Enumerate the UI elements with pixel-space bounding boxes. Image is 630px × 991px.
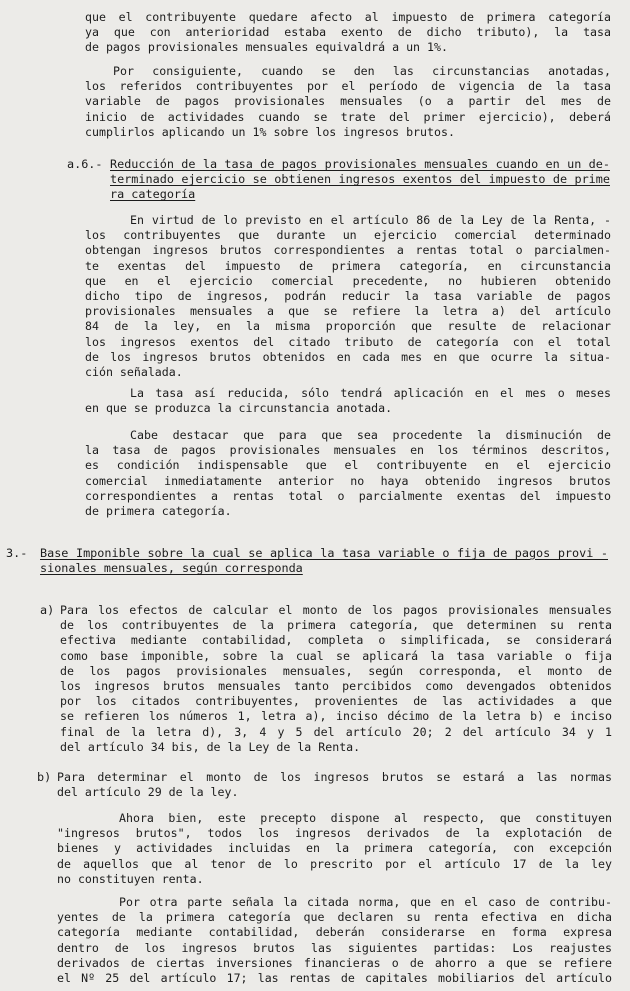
text-line: variable de pagos provisionales mensuales (o a partir del mes de [85, 94, 611, 109]
text-line: no constituyen renta. [57, 871, 204, 886]
text-line: derivados de ciertas inversiones financieras o de ahorro a que se refiere [57, 955, 612, 970]
paragraph-cabe-destacar [85, 428, 611, 519]
text-line: es condición indispensable que el contribuyente en el ejercicio [85, 458, 611, 473]
text-line: por los citados contribuyentes, provenientes de las actividades a que [60, 694, 612, 709]
title-line: ra categoría [110, 187, 196, 202]
text-line: se refieren los números 1, letra a), inciso décimo de la letra b) e inciso [60, 709, 612, 724]
paragraph-por-otra-parte [57, 895, 612, 986]
text-line: yentes de la primera categoría que declaren su renta efectiva en dicha [57, 910, 612, 925]
text-line: los referidos contribuyentes por el período de vigencia de la tasa [85, 79, 611, 94]
text-line: ya que con anterioridad estaba exento de dicho tributo), la tasa [85, 25, 611, 40]
text-line: bienes y actividades incluidas en la primera categoría, con excepción [57, 841, 612, 856]
text-line: correspondientes a rentas total o parcialmente exentas del impuesto [85, 488, 611, 503]
title-line: Base Imponible sobre la cual se aplica la tasa variable o fija de pagos provi - [40, 546, 608, 560]
text-line: de aquellos que al tenor de lo prescrito por el artículo 17 de la ley [57, 856, 612, 871]
text-line: de los contribuyentes de la primera categoría, que determinen su renta [60, 618, 612, 633]
text-line: que en el ejercicio comercial precedente, no hubieren obtenido [85, 273, 611, 288]
paragraph-ahora-bien [57, 811, 612, 887]
text-line: que el contribuyente quedare afecto al impuesto de primera categoría [85, 10, 611, 24]
paragraph-virtud [85, 213, 611, 380]
text-line: de primera categoría. [85, 504, 232, 519]
text-line: de los ingresos brutos obtenidos en cada mes en que ocurre la situa- [85, 349, 611, 364]
text-line: Por consiguiente, cuando se den las circunstancias anotadas, [113, 64, 611, 78]
section-title-a6 [110, 157, 610, 203]
text-line: La tasa así reducida, sólo tendrá aplicación en el mes o meses [130, 386, 611, 400]
text-line: inicio de actividades cuando se trate del primer ejercicio), deberá [85, 109, 611, 124]
text-line: En virtud de lo previsto en el artículo 86 de la Ley de la Renta, - [130, 213, 611, 227]
text-line: Para determinar el monto de los ingresos brutos se estará a las normas [57, 770, 612, 784]
text-line: obtengan ingresos brutos correspondientes a rentas total o parcialmen- [85, 243, 611, 258]
paragraph-tasa-reducida [85, 386, 611, 416]
text-line: Ahora bien, este precepto dispone al respecto, que constituyen [119, 811, 612, 825]
text-line: ción señalada. [85, 365, 183, 380]
text-line: el Nº 25 del artículo 17; las rentas de capitales mobiliarios del artículo [57, 971, 612, 986]
text-line: cumplirlos aplicando un 1% sobre los ingresos brutos. [85, 124, 455, 139]
text-line: de los pagos provisionales mensuales, según corresponda, el monto de [60, 663, 612, 678]
text-line: en que se produzca la circunstancia anotada. [85, 401, 393, 416]
title-line: sionales mensuales, según corresponda [40, 561, 303, 576]
text-line: "ingresos brutos", todos los ingresos derivados de la explotación de [57, 826, 612, 841]
paragraph-continuation [85, 10, 611, 56]
item-marker-a: a) [40, 603, 55, 617]
text-line: Por otra parte señala la citada norma, que en el caso de contribu- [119, 895, 612, 909]
text-line: final de la letra d), 3, 4 y 5 del artículo 20; 2 del artículo 34 y 1 [60, 724, 612, 739]
section-marker-3: 3.- [6, 546, 28, 560]
text-line: como base imponible, sobre la cual se aplicará la tasa variable o fija [60, 648, 612, 663]
text-line: 84 de la ley, en la misma proporción que resulte de relacionar [85, 319, 611, 334]
text-line: los ingresos exentos del citado tributo de categoría con el total [85, 334, 611, 349]
item-a-text [60, 603, 612, 755]
text-line: los contribuyentes que durante un ejercicio comercial determinado [85, 228, 611, 243]
text-line: la tasa de pagos provisionales mensuales en los términos descritos, [85, 443, 611, 458]
section-title-3 [40, 546, 608, 576]
text-line: Cabe destacar que para que sea procedente la disminución de [130, 428, 611, 442]
title-line: Reducción de la tasa de pagos provisionales mensuales cuando en un de- [110, 157, 610, 171]
text-line: te exentas del impuesto de primera categoría, en circunstancia [85, 258, 611, 273]
text-line: efectiva mediante contabilidad, completa o simplificada, se considerará [60, 633, 612, 648]
paragraph-consiguiente [85, 64, 611, 140]
text-line: del artículo 34 bis, de la Ley de la Renta. [60, 739, 361, 754]
text-line: Para los efectos de calcular el monto de los pagos provisionales mensuales [60, 603, 612, 617]
text-line: categoría mediante contabilidad, deberán considerarse en forma expresa [57, 925, 612, 940]
text-line: de pagos provisionales mensuales equivaldrá a un 1%. [85, 40, 448, 55]
item-marker-b: b) [37, 770, 52, 784]
text-line: comercial inmediatamente anterior no haya obtenido ingresos brutos [85, 473, 611, 488]
text-line: provisionales mensuales a que se refiere la letra a) del artículo [85, 304, 611, 319]
title-line: terminado ejercicio se obtienen ingresos exentos del impuesto de prime [110, 172, 610, 187]
text-line: dentro de los ingresos brutos las siguientes partidas: Los reajustes [57, 940, 612, 955]
text-line: los ingresos brutos mensuales tanto percibidos como devengados obtenidos [60, 679, 612, 694]
item-b-text [57, 770, 612, 800]
text-line: dicho tipo de ingresos, podrán reducir la tasa variable de pagos [85, 289, 611, 304]
section-marker-a6: a.6.- [67, 157, 103, 171]
text-line: del artículo 29 de la ley. [57, 785, 239, 800]
